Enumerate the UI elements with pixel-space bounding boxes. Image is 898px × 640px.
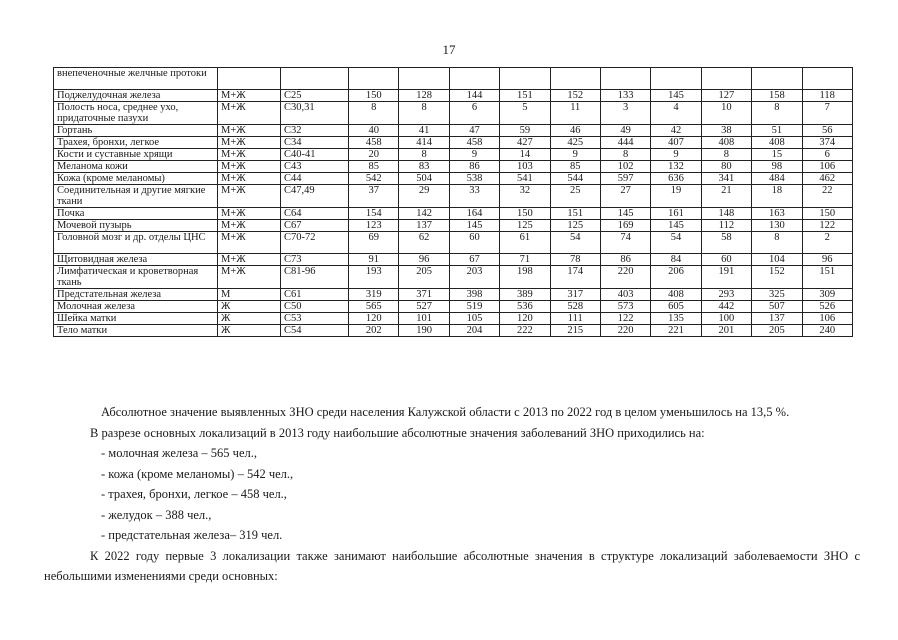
table-row [54, 185, 853, 208]
cell-value: 144 [449, 90, 499, 102]
table-body [54, 68, 853, 337]
table-row [54, 254, 853, 266]
cell-sex: Ж [218, 325, 281, 337]
cell-value: 120 [500, 313, 550, 325]
incidence-table [53, 67, 853, 337]
table-row [54, 325, 853, 337]
cell-value: 106 [802, 161, 852, 173]
cell-value: 150 [802, 208, 852, 220]
cell-value: 319 [349, 289, 399, 301]
cell-sex: М+Ж [218, 232, 281, 254]
cell-value: 46 [550, 125, 600, 137]
cell-value: 150 [500, 208, 550, 220]
cell-value: 127 [701, 90, 751, 102]
cell-sex: М+Ж [218, 102, 281, 125]
cell-value: 204 [449, 325, 499, 337]
cell-localization: Тело матки [54, 325, 218, 337]
cell-value: 222 [500, 325, 550, 337]
cell-localization: Предстательная железа [54, 289, 218, 301]
cell-value: 15 [752, 149, 802, 161]
table-row [54, 208, 853, 220]
cell-value: 201 [701, 325, 751, 337]
cell-value: 38 [701, 125, 751, 137]
cell-value: 148 [701, 208, 751, 220]
cell-value: 96 [399, 254, 449, 266]
cell-value [550, 68, 600, 90]
cell-value: 293 [701, 289, 751, 301]
cell-value: 54 [550, 232, 600, 254]
cell-localization: Полость носа, среднее ухо, придаточные пазухи [54, 102, 218, 125]
bullet-item: - молочная железа – 565 чел., [101, 446, 257, 460]
cell-value: 597 [600, 173, 650, 185]
cell-value: 527 [399, 301, 449, 313]
cell-value: 61 [500, 232, 550, 254]
cell-value: 96 [802, 254, 852, 266]
cell-value: 507 [752, 301, 802, 313]
cell-sex: М+Ж [218, 149, 281, 161]
cell-value: 145 [600, 208, 650, 220]
cell-value: 106 [802, 313, 852, 325]
cell-value: 152 [550, 90, 600, 102]
cell-value: 130 [752, 220, 802, 232]
cell-value: 27 [600, 185, 650, 208]
cell-value: 37 [349, 185, 399, 208]
table-row [54, 266, 853, 289]
cell-icd-code: С40-41 [281, 149, 349, 161]
cell-value [651, 68, 701, 90]
cell-value: 8 [399, 102, 449, 125]
cell-value: 8 [600, 149, 650, 161]
cell-sex: М+Ж [218, 137, 281, 149]
cell-value: 4 [651, 102, 701, 125]
bullet-item: - кожа (кроме меланомы) – 542 чел., [101, 466, 294, 481]
cell-value: 389 [500, 289, 550, 301]
cell-value: 8 [701, 149, 751, 161]
cell-value: 42 [651, 125, 701, 137]
cell-value: 403 [600, 289, 650, 301]
cell-icd-code: С73 [281, 254, 349, 266]
cell-value [600, 68, 650, 90]
cell-localization: Соединительная и другие мягкие ткани [54, 185, 218, 208]
cell-value: 51 [752, 125, 802, 137]
cell-value: 538 [449, 173, 499, 185]
cell-icd-code: С47,49 [281, 185, 349, 208]
cell-sex [218, 68, 281, 90]
bullet-item: - предстательная железа– 319 чел. [101, 528, 283, 542]
cell-value: 5 [500, 102, 550, 125]
cell-value: 58 [701, 232, 751, 254]
paragraph-absolute-value: Абсолютное значение выявленных ЗНО среди населения Калужской области с 2013 по 2022 год в целом уменьшилось на 13,5 %. [101, 405, 790, 419]
cell-value: 22 [802, 185, 852, 208]
cell-value: 137 [752, 313, 802, 325]
cell-value: 544 [550, 173, 600, 185]
cell-value: 135 [651, 313, 701, 325]
cell-value: 80 [701, 161, 751, 173]
cell-value: 83 [399, 161, 449, 173]
cell-icd-code: С32 [281, 125, 349, 137]
table-row [54, 137, 853, 149]
cell-value: 29 [399, 185, 449, 208]
cell-value: 112 [701, 220, 751, 232]
bullet-item: - желудок – 388 чел., [101, 507, 212, 522]
cell-value: 60 [449, 232, 499, 254]
cell-localization: Гортань [54, 125, 218, 137]
cell-localization: Щитовидная железа [54, 254, 218, 266]
cell-icd-code: С81-96 [281, 266, 349, 289]
cell-value: 191 [701, 266, 751, 289]
cell-value: 40 [349, 125, 399, 137]
cell-value [500, 68, 550, 90]
cell-value: 371 [399, 289, 449, 301]
cell-value: 49 [600, 125, 650, 137]
cell-value: 142 [399, 208, 449, 220]
table-row [54, 232, 853, 254]
cell-value: 8 [399, 149, 449, 161]
cell-value: 203 [449, 266, 499, 289]
cell-value: 125 [500, 220, 550, 232]
cell-localization: внепеченочные желчные протоки [54, 68, 218, 90]
text-block [44, 402, 860, 587]
cell-sex: М+Ж [218, 254, 281, 266]
cell-value: 541 [500, 173, 550, 185]
cell-value: 202 [349, 325, 399, 337]
cell-value: 21 [701, 185, 751, 208]
cell-value [701, 68, 751, 90]
cell-value: 118 [802, 90, 852, 102]
cell-icd-code [281, 68, 349, 90]
cell-value: 11 [550, 102, 600, 125]
cell-value [752, 68, 802, 90]
cell-icd-code: С34 [281, 137, 349, 149]
table-row [54, 220, 853, 232]
cell-value: 573 [600, 301, 650, 313]
cell-value: 6 [449, 102, 499, 125]
cell-value: 91 [349, 254, 399, 266]
cell-value: 62 [399, 232, 449, 254]
cell-value: 152 [752, 266, 802, 289]
cell-value: 526 [802, 301, 852, 313]
table-row [54, 102, 853, 125]
cell-value: 161 [651, 208, 701, 220]
cell-sex: М+Ж [218, 125, 281, 137]
cell-value [449, 68, 499, 90]
cell-value: 8 [752, 232, 802, 254]
cell-value: 536 [500, 301, 550, 313]
cell-value: 98 [752, 161, 802, 173]
cell-value: 105 [449, 313, 499, 325]
cell-value: 10 [701, 102, 751, 125]
cell-sex: М+Ж [218, 266, 281, 289]
cell-value: 414 [399, 137, 449, 149]
cell-localization: Трахея, бронхи, легкое [54, 137, 218, 149]
cell-value [802, 68, 852, 90]
cell-value: 111 [550, 313, 600, 325]
cell-value: 528 [550, 301, 600, 313]
cell-localization: Головной мозг и др. отделы ЦНС [54, 232, 218, 254]
cell-value: 9 [550, 149, 600, 161]
cell-localization: Поджелудочная железа [54, 90, 218, 102]
cell-value: 86 [449, 161, 499, 173]
cell-value: 215 [550, 325, 600, 337]
cell-value: 120 [349, 313, 399, 325]
cell-value: 102 [600, 161, 650, 173]
cell-value: 14 [500, 149, 550, 161]
cell-value: 427 [500, 137, 550, 149]
cell-value: 103 [500, 161, 550, 173]
cell-value: 151 [500, 90, 550, 102]
table-row [54, 90, 853, 102]
cell-localization: Почка [54, 208, 218, 220]
cell-value: 7 [802, 102, 852, 125]
cell-value: 325 [752, 289, 802, 301]
cell-value: 169 [600, 220, 650, 232]
cell-value: 425 [550, 137, 600, 149]
cell-value: 18 [752, 185, 802, 208]
table-row [54, 149, 853, 161]
cell-value: 240 [802, 325, 852, 337]
cell-sex: Ж [218, 313, 281, 325]
cell-value: 150 [349, 90, 399, 102]
cell-value: 100 [701, 313, 751, 325]
cell-value: 20 [349, 149, 399, 161]
cell-value: 59 [500, 125, 550, 137]
cell-sex: Ж [218, 301, 281, 313]
table-row [54, 125, 853, 137]
cell-value: 408 [752, 137, 802, 149]
cell-value: 190 [399, 325, 449, 337]
cell-value: 9 [449, 149, 499, 161]
cell-value: 205 [399, 266, 449, 289]
cell-value: 442 [701, 301, 751, 313]
cell-value: 2 [802, 232, 852, 254]
cell-sex: М+Ж [218, 161, 281, 173]
cell-icd-code: С43 [281, 161, 349, 173]
cell-value: 408 [701, 137, 751, 149]
cell-value: 9 [651, 149, 701, 161]
cell-value: 504 [399, 173, 449, 185]
cell-value: 221 [651, 325, 701, 337]
cell-value: 636 [651, 173, 701, 185]
bullet-item: - трахея, бронхи, легкое – 458 чел., [101, 487, 287, 501]
cell-value: 122 [802, 220, 852, 232]
cell-localization: Кожа (кроме меланомы) [54, 173, 218, 185]
cell-value: 519 [449, 301, 499, 313]
cell-value: 398 [449, 289, 499, 301]
cell-value: 154 [349, 208, 399, 220]
cell-icd-code: С64 [281, 208, 349, 220]
paragraph-localizations-2013: В разрезе основных локализаций в 2013 году наибольшие абсолютные значения заболеваний ЗНО приходились на: [90, 425, 705, 440]
cell-value: 137 [399, 220, 449, 232]
table-row [54, 289, 853, 301]
cell-value: 151 [550, 208, 600, 220]
cell-value: 56 [802, 125, 852, 137]
cell-value: 128 [399, 90, 449, 102]
cell-value: 123 [349, 220, 399, 232]
cell-sex: М+Ж [218, 185, 281, 208]
cell-value: 41 [399, 125, 449, 137]
cell-value: 8 [752, 102, 802, 125]
cell-icd-code: С70-72 [281, 232, 349, 254]
cell-localization: Мочевой пузырь [54, 220, 218, 232]
table-row [54, 313, 853, 325]
cell-value: 462 [802, 173, 852, 185]
paragraph-2022: К 2022 году первые 3 локализации также занимают наибольшие абсолютные значения в структуре локализаций заболеваемости ЗНО с небольшими изменениями среди основных: [44, 548, 860, 583]
cell-value: 309 [802, 289, 852, 301]
cell-value: 206 [651, 266, 701, 289]
cell-value: 133 [600, 90, 650, 102]
cell-value: 374 [802, 137, 852, 149]
cell-sex: М+Ж [218, 173, 281, 185]
page-number: 17 [442, 42, 456, 57]
cell-localization: Молочная железа [54, 301, 218, 313]
cell-value: 565 [349, 301, 399, 313]
cell-value: 104 [752, 254, 802, 266]
cell-icd-code: С25 [281, 90, 349, 102]
cell-sex: М+Ж [218, 208, 281, 220]
cell-value: 484 [752, 173, 802, 185]
cell-value: 542 [349, 173, 399, 185]
cell-value: 69 [349, 232, 399, 254]
cell-value: 85 [550, 161, 600, 173]
cell-localization: Кости и суставные хрящи [54, 149, 218, 161]
cell-value: 151 [802, 266, 852, 289]
cell-value [399, 68, 449, 90]
cell-value: 25 [550, 185, 600, 208]
cell-value: 33 [449, 185, 499, 208]
cell-value: 3 [600, 102, 650, 125]
cell-icd-code: С67 [281, 220, 349, 232]
cell-value: 220 [600, 266, 650, 289]
cell-value: 78 [550, 254, 600, 266]
cell-value: 60 [701, 254, 751, 266]
cell-value: 458 [349, 137, 399, 149]
cell-value: 458 [449, 137, 499, 149]
cell-value: 84 [651, 254, 701, 266]
table-row [54, 301, 853, 313]
cell-value: 6 [802, 149, 852, 161]
cell-value: 71 [500, 254, 550, 266]
cell-value: 67 [449, 254, 499, 266]
cell-sex: М [218, 289, 281, 301]
table-row [54, 68, 853, 90]
cell-value: 19 [651, 185, 701, 208]
cell-value [349, 68, 399, 90]
cell-value: 32 [500, 185, 550, 208]
cell-value: 47 [449, 125, 499, 137]
cell-value: 85 [349, 161, 399, 173]
cell-value: 220 [600, 325, 650, 337]
cell-value: 408 [651, 289, 701, 301]
cell-value: 86 [600, 254, 650, 266]
cell-icd-code: С61 [281, 289, 349, 301]
cell-localization: Шейка матки [54, 313, 218, 325]
cell-value: 8 [349, 102, 399, 125]
cell-value: 54 [651, 232, 701, 254]
cell-value: 74 [600, 232, 650, 254]
cell-icd-code: С30,31 [281, 102, 349, 125]
cell-value: 132 [651, 161, 701, 173]
table-row [54, 173, 853, 185]
cell-value: 193 [349, 266, 399, 289]
cell-icd-code: С44 [281, 173, 349, 185]
cell-value: 164 [449, 208, 499, 220]
cell-value: 122 [600, 313, 650, 325]
cell-value: 145 [651, 90, 701, 102]
cell-value: 198 [500, 266, 550, 289]
cell-value: 158 [752, 90, 802, 102]
cell-value: 407 [651, 137, 701, 149]
cell-icd-code: С50 [281, 301, 349, 313]
cell-value: 163 [752, 208, 802, 220]
cell-value: 145 [449, 220, 499, 232]
cell-localization: Меланома кожи [54, 161, 218, 173]
cell-value: 444 [600, 137, 650, 149]
table-row [54, 161, 853, 173]
cell-value: 125 [550, 220, 600, 232]
cell-value: 605 [651, 301, 701, 313]
cell-value: 341 [701, 173, 751, 185]
cell-value: 145 [651, 220, 701, 232]
cell-value: 174 [550, 266, 600, 289]
cell-value: 205 [752, 325, 802, 337]
cell-sex: М+Ж [218, 220, 281, 232]
cell-localization: Лимфатическая и кроветворная ткань [54, 266, 218, 289]
cell-sex: М+Ж [218, 90, 281, 102]
cell-value: 101 [399, 313, 449, 325]
cell-icd-code: С54 [281, 325, 349, 337]
cell-icd-code: С53 [281, 313, 349, 325]
cell-value: 317 [550, 289, 600, 301]
